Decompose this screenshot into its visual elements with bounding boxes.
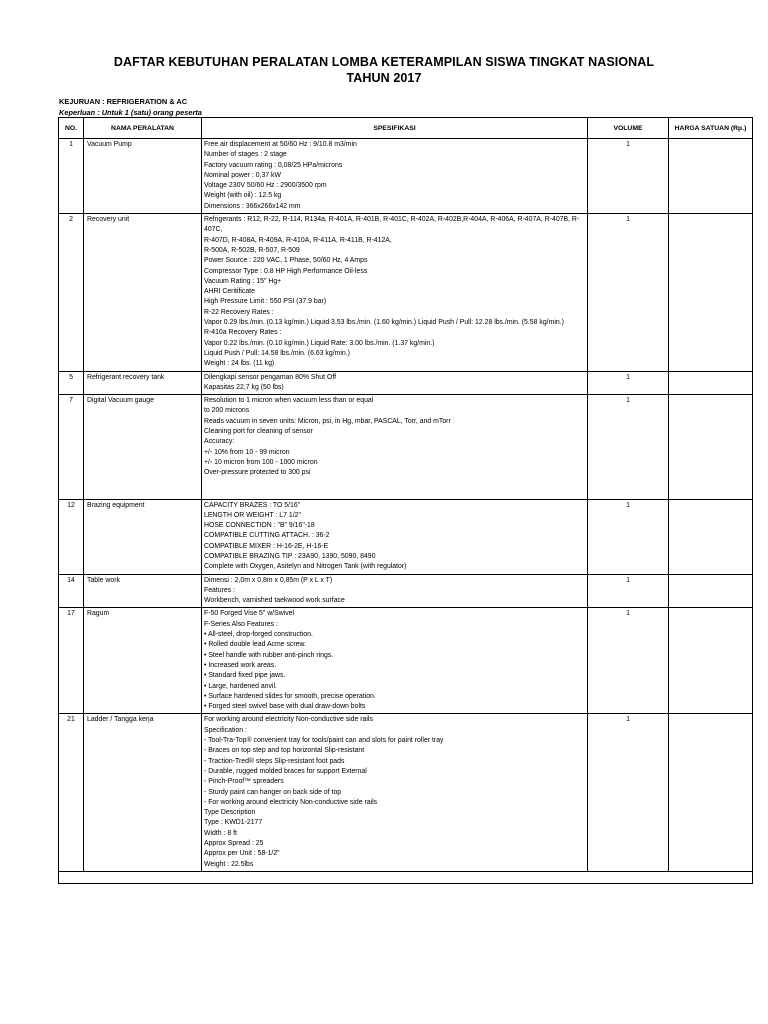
spec-line: Liquid Push / Pull: 14.58 lbs./min. (6.63 kg/min.) [204,349,350,357]
row-no: 1 [59,139,84,214]
spec-line: +/- 10 micron from 100 - 1000 micron [204,458,318,466]
spec-line: Type : KWD1-2177 [204,819,263,827]
spec-line: Approx Spread : 25 [204,840,264,847]
row-specification [202,395,588,499]
row-no: 21 [59,714,84,871]
spec-line: Kapasitas 22,7 kg (50 lbs) [204,383,284,391]
row-specification [202,371,588,395]
spec-line: • Surface hardened slides for smooth, precise operation. [204,692,376,700]
row-volume: 1 [588,371,669,395]
row-specification [202,608,588,714]
spec-line: Complete with Oxygen, Asitelyn and Nitrogen Tank (with regulator) [204,563,407,571]
header-nama: NAMA PERALATAN [84,118,202,139]
row-no: 12 [59,499,84,574]
spec-line: CAPACITY BRAZES : TO 5/16" [204,501,301,509]
spec-line: R-407D, R-408A, R-409A, R-410A, R-411A, R-411B, R-412A, [204,236,392,244]
spec-line: Width : 8 ft [204,829,237,837]
empty-cell [59,871,753,883]
spec-line: • Standard fixed pipe jaws. [204,672,286,680]
spec-line: Vacuum Rating : 15" Hg+ [204,277,282,285]
document-year: TAHUN 2017 [346,71,422,85]
spec-line: F-Series Also Features : [204,620,278,628]
row-no: 5 [59,371,84,395]
spec-line: For working around electricity Non-conductive side rails [204,716,373,724]
spec-line: Compressor Type : 0.8 HP High Performance Oil-less [204,267,368,275]
row-equipment-name: Ladder / Tangga kerja [84,714,202,871]
spec-line: LENGTH OR WEIGHT : L7 1/2" [204,511,301,519]
header-volume: VOLUME [588,118,669,139]
spec-line: Free air displacement at 50/60 Hz : 9/10.8 m3/min [204,141,357,148]
spec-line: Dimensi : 2,0m x 0,8m x 0,85m (P x L x T) [204,576,333,584]
spec-line: AHRI Ceritificate [204,288,255,296]
row-equipment-name: Vacuum Pump [84,139,202,214]
table-row [59,608,753,714]
row-equipment-name: Brazing equipment [84,499,202,574]
row-harga [669,714,753,871]
spec-line: Reads vacuum in seven units: Micron, psi, in Hg, mbar, PASCAL, Torr, and mTorr [204,417,451,425]
spec-line: Dimensions : 366x266x142 mm [204,202,301,210]
row-equipment-name: Refrigerant recovery tank [84,371,202,395]
row-volume: 1 [588,608,669,714]
spec-line: - For working around electricity Non-conductive side rails [204,798,378,806]
table-row [59,139,753,214]
spec-line: Factory vacuum rating : 0,08/25 HPa/microns [204,161,343,169]
spec-line: High Pressure Limit : 550 PSI (37.9 bar) [204,298,327,306]
spec-line: - Tool-Tra-Top® convenient tray for tools/paint can and slots for paint roller tray [204,737,444,745]
row-no: 7 [59,395,84,499]
spec-line: +/- 10% from 10 - 99 micron [204,448,290,456]
spec-line: Cleaning port for cleaning of sensor [204,428,313,436]
row-no: 14 [59,574,84,608]
row-volume: 1 [588,139,669,214]
spec-line: Refrigerants : R12, R-22, R-114, R134a, R-401A, R-401B, R-401C, R-402A, R-402B,R-404A, R-406A, R-407A, R-407B, R-407C, [204,216,580,234]
spec-line: • All-steel, drop-forged construction. [204,631,313,639]
table-row [59,371,753,395]
row-harga [669,499,753,574]
row-harga [669,574,753,608]
row-specification [202,499,588,574]
row-volume: 1 [588,395,669,499]
empty-row [59,871,753,883]
spec-line: COMPATIBLE BRAZING TIP : 23A90, 1390, 5090, 8490 [204,552,376,560]
spec-line: Workbench, varnished taekwood work surface [204,597,345,605]
keperluan-label: Keperluan : Untuk 1 (satu) orang peserta [59,108,202,117]
spec-line: Weight (with oil) : 12.5 kg [204,192,282,200]
spec-line: Over-pressure protected to 300 psi [204,469,311,477]
row-harga [669,214,753,371]
spec-line: • Rolled double lead Acme screw. [204,641,306,649]
spec-line: - Pinch-Proof™ spreaders [204,778,284,786]
row-harga [669,608,753,714]
spec-line: Vapor 0.29 lbs./min. (0.13 kg/min.) Liquid 3.53 lbs./min. (1.60 kg/min.) Liquid Push / Pull: 12.28 lbs./min. (5.58 kg/min.) [204,319,564,327]
table-header-row [59,118,753,139]
table-row [59,395,753,499]
spec-line: - Braces on top step and top horizontal Slip-resistant [204,747,365,755]
row-equipment-name: Ragum [84,608,202,714]
table-row [59,499,753,574]
row-specification [202,214,588,371]
header-harga: HARGA SATUAN (Rp.) [669,118,753,139]
row-equipment-name: Table work [84,574,202,608]
spec-line: Weight : 24 lbs. (11 kg) [204,360,275,368]
spec-line: Vapor 0.22 lbs./min. (0.10 kg/min.) Liquid Rate: 3.00 lbs./min. (1.37 kg/min.) [204,339,435,347]
spec-line: F-50 Forged Vise 5" w/Swivel [204,610,295,618]
row-no: 17 [59,608,84,714]
spec-line: • Forged steel swivel base with dual draw-down bolts [204,703,366,711]
row-volume: 1 [588,574,669,608]
spec-line: • Large, hardened anvil. [204,682,277,690]
spec-line: • Steel handle with rubber anti-pinch rings. [204,651,334,659]
row-specification [202,139,588,214]
spec-line: • Increased work areas. [204,661,277,669]
spec-line: Specification : [204,726,247,734]
spec-line: Approx per Unit : 58-1/2" [204,850,280,858]
spec-line: R-500A, R-502B, R-507, R-509 [204,246,300,254]
spec-line: COMPATIBLE CUTTING ATTACH. : 36-2 [204,532,330,540]
row-specification [202,714,588,871]
spec-line: Type Description [204,809,256,817]
spec-line: R-410a Recovery Rates : [204,329,282,337]
equipment-table [58,117,753,884]
table-row [59,214,753,371]
spec-line: Features : [204,586,236,594]
document-title: DAFTAR KEBUTUHAN PERALATAN LOMBA KETERAMPILAN SISWA TINGKAT NASIONAL [113,55,655,69]
row-specification [202,574,588,608]
spec-line: - Sturdy paint can hanger on back side of top [204,788,342,796]
spec-line: COMPATIBLE MIXER : H-16-2E, H-16-E [204,542,329,550]
spec-line: HOSE CONNECTION : "B" 9/16"-18 [204,522,315,530]
header-no: NO. [59,118,84,139]
row-harga [669,139,753,214]
spec-line: Accuracy: [204,438,235,446]
kejuruan-label: KEJURUAN : REFRIGERATION & AC [59,97,188,106]
spec-line: Weight : 22.5lbs [204,860,254,868]
row-volume: 1 [588,499,669,574]
header-spesifikasi: SPESIFIKASI [202,118,588,139]
row-equipment-name: Recovery unit [84,214,202,371]
spec-line: Voltage 230V 50/60 Hz : 2900/3500 rpm [204,182,327,190]
spec-line: to 200 microns [204,407,250,415]
row-volume: 1 [588,214,669,371]
spec-line: - Durable, rugged molded braces for support External [204,767,367,775]
table-row [59,574,753,608]
spec-line: R-22 Recovery Rates : [204,308,274,316]
row-harga [669,371,753,395]
row-no: 2 [59,214,84,371]
spec-line: Power Source : 220 VAC, 1 Phase, 50/60 Hz, 4 Amps [204,257,368,265]
row-equipment-name: Digital Vacuum gauge [84,395,202,499]
spec-line: Nominal power : 0,37 kW [204,171,281,179]
row-harga [669,395,753,499]
spec-line: Resolution to 1 micron when vacuum less than or equal [204,397,374,405]
spec-line: Dilengkapi sensor pengaman 80% Shut Off [204,373,337,381]
spec-line: Number of stages : 2 stage [204,151,287,159]
table-row [59,714,753,871]
table-body [59,139,753,884]
spec-line: - Traction-Tred® steps Slip-resistant foot pads [204,757,345,765]
row-volume: 1 [588,714,669,871]
